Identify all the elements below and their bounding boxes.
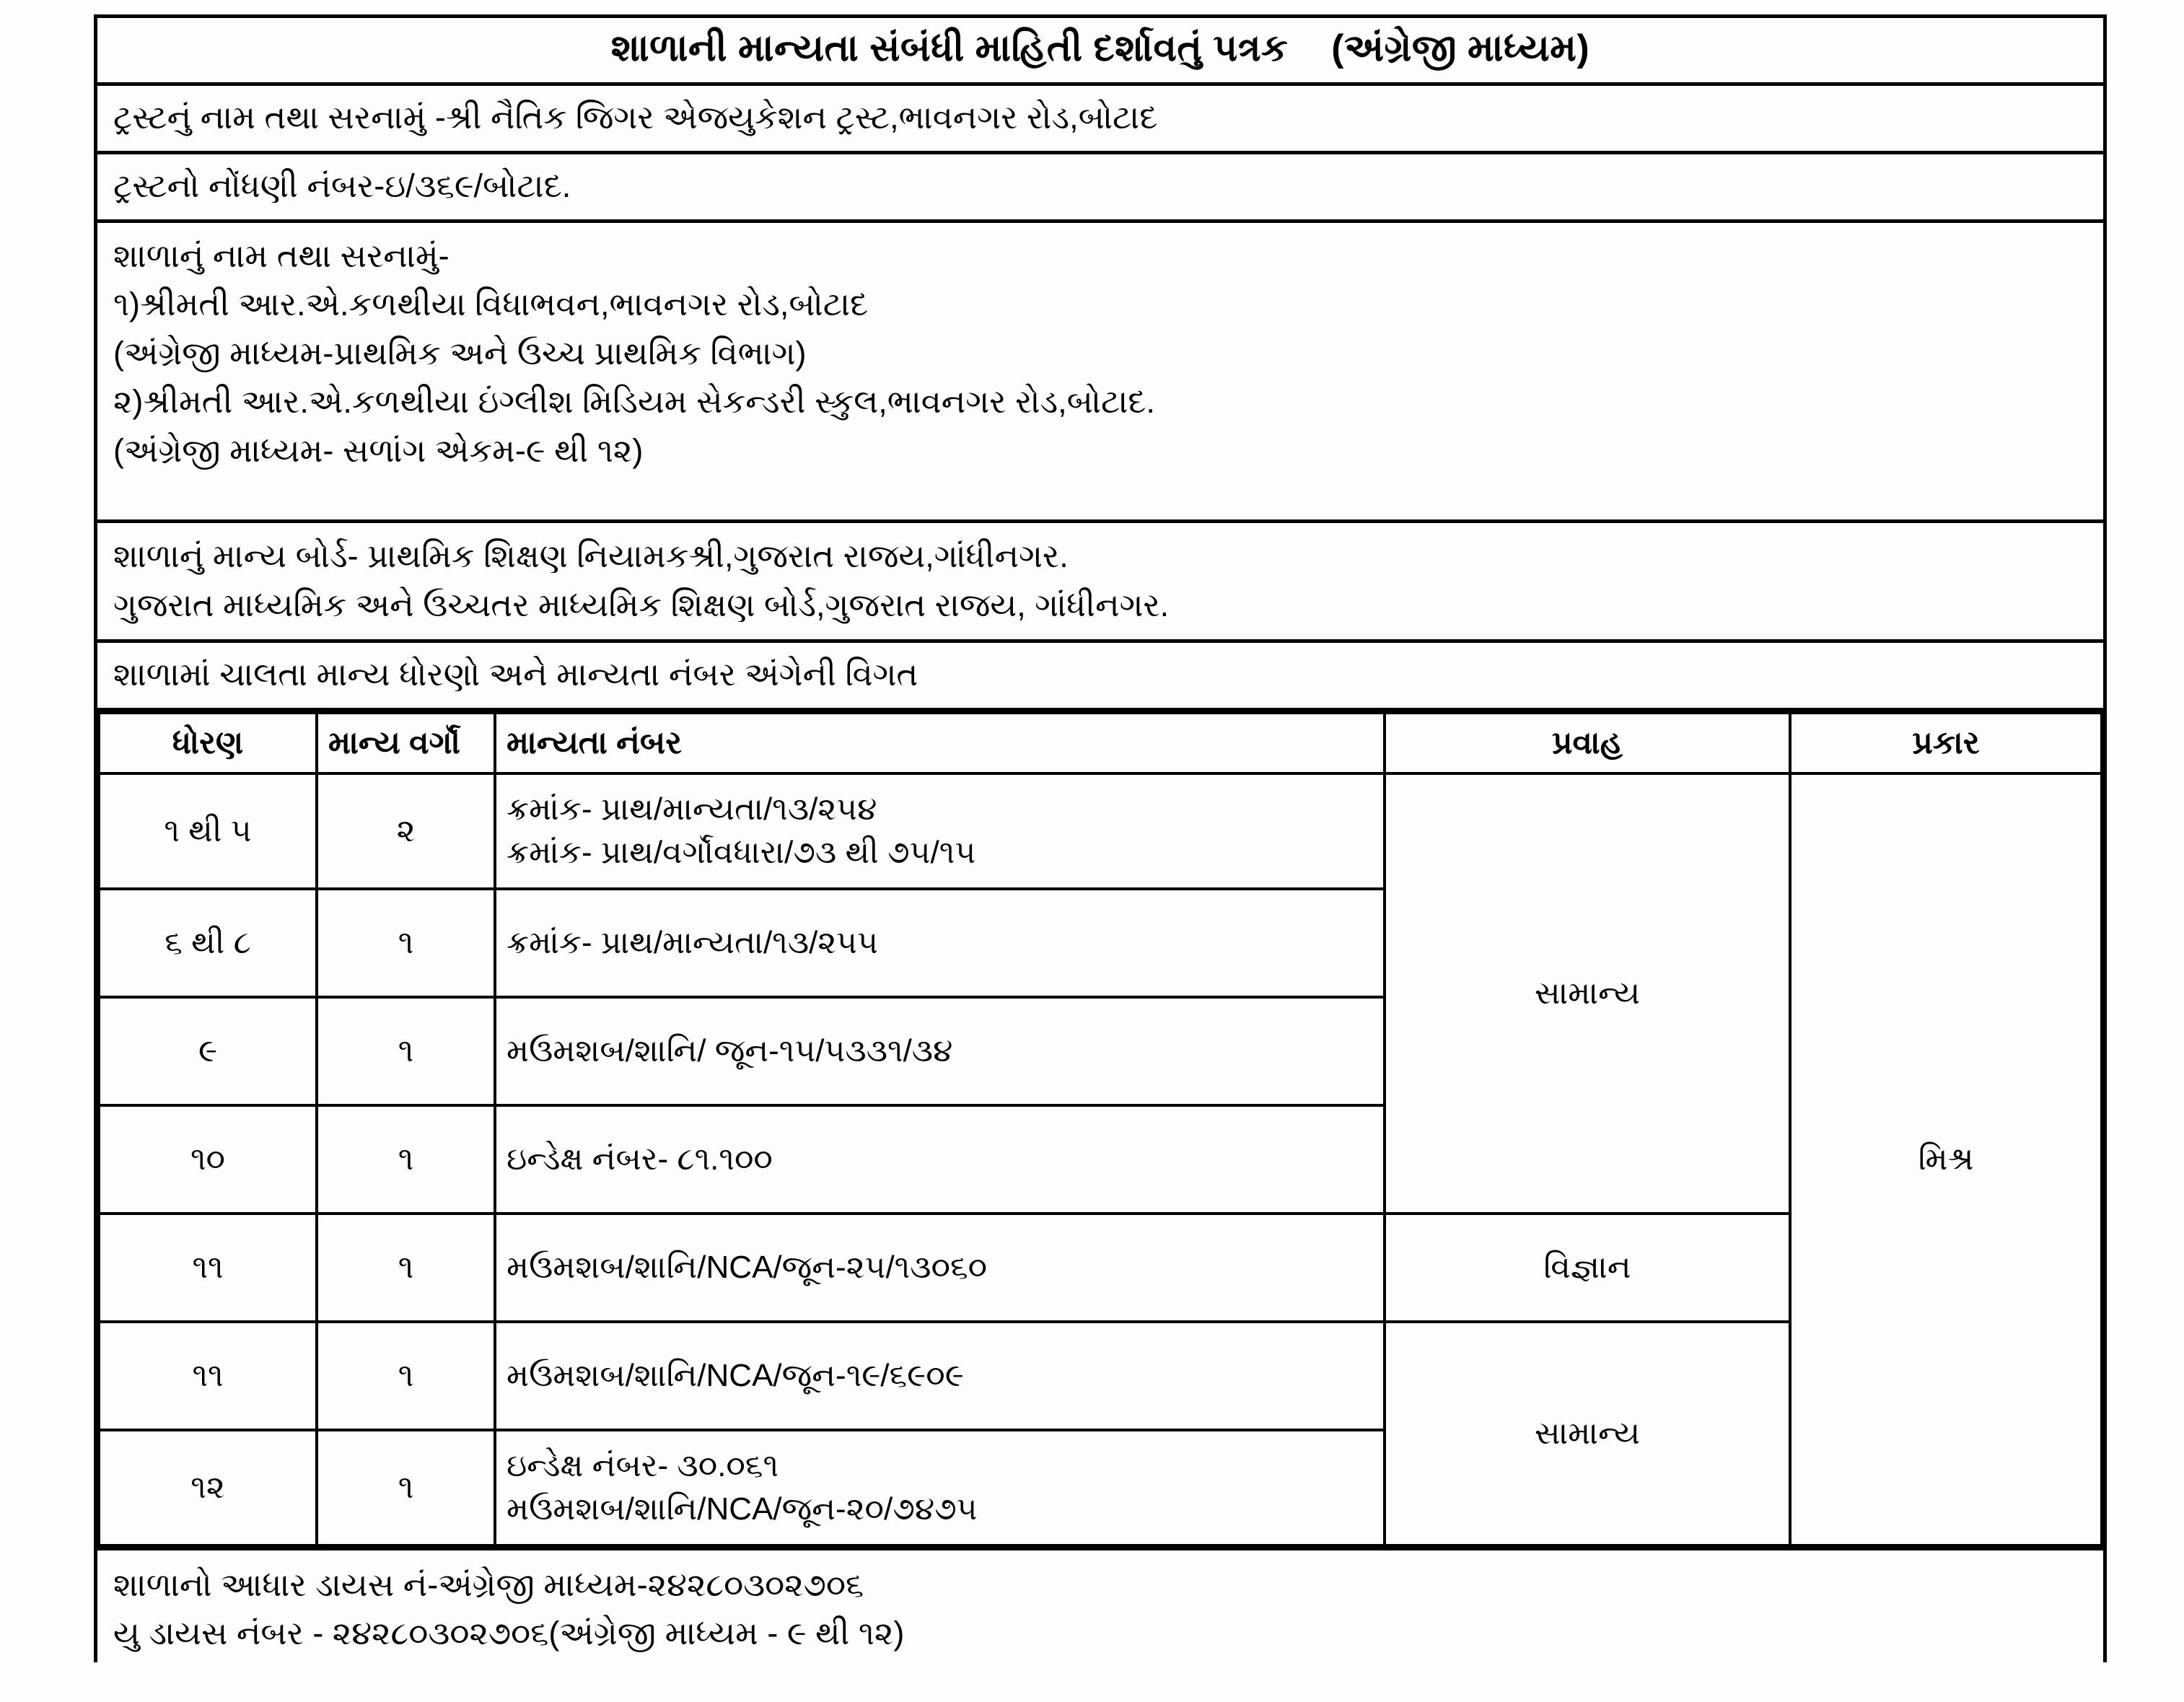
header-recognition-no: માન્યતા નંબર <box>495 713 1385 773</box>
school-line-2: (અંગ્રેજી માધ્યમ-પ્રાથમિક અને ઉચ્ચ પ્રાથમિક વિભાગ) <box>113 334 807 372</box>
cell-type-mixed: મિશ્ર <box>1790 773 2102 1545</box>
cell-standard: ૬ થી ૮ <box>99 889 317 997</box>
school-line-4: (અંગ્રેજી માધ્યમ- સળાંગ એકમ-૯ થી ૧૨) <box>113 431 644 469</box>
cell-stream-general-2: સામાન્ય <box>1385 1322 1790 1545</box>
cell-stream-science: વિજ્ઞાન <box>1385 1214 1790 1322</box>
header-type: પ્રકાર <box>1790 713 2102 773</box>
board-line-2: ગુજરાત માધ્યમિક અને ઉચ્ચતર માધ્યમિક શિક્ષણ બોર્ડ,ગુજરાત રાજય, ગાંધીનગર. <box>113 586 1170 623</box>
document-title <box>97 18 2103 86</box>
cell-standard: ૧૧ <box>99 1322 317 1430</box>
table-row <box>99 773 2102 889</box>
recognition-line: ક્રમાંક- પ્રાથ/વર્ગૉવધારા/૭૩ થી ૭૫/૧૫ <box>506 834 976 870</box>
cell-classes: ૧ <box>317 1105 495 1214</box>
footer-line-2: યુ ડાયસ નંબર - ૨૪૨૮૦૩૦૨૭૦૬(અંગ્રેજી માધ્યમ - ૯ થી ૧૨) <box>113 1615 905 1652</box>
header-standard: ધોરણ <box>99 713 317 773</box>
cell-classes: ૧ <box>317 1214 495 1322</box>
table-caption-text: શાળામાં ચાલતા માન્ય ધોરણો અને માન્યતા નંબર અંગેની વિગત <box>113 656 918 693</box>
table-header-row <box>99 713 2102 773</box>
school-line-3: ૨)શ્રીમતી આર.એ.કળથીયા ઇંગ્લીશ મિડિયમ સેકન્ડરી સ્કુલ,ભાવનગર રોડ,બોટાદ. <box>113 383 1155 421</box>
recognition-line: ઇન્ડેક્ષ નંબર- ૩૦.૦૬૧ <box>506 1448 779 1484</box>
trust-registration-row <box>97 154 2103 223</box>
school-line-1: ૧)શ્રીમતી આર.એ.કળથીયા વિધાભવન,ભાવનગર રોડ,બોટાદ <box>113 286 869 323</box>
cell-classes: ૧ <box>317 1430 495 1545</box>
header-stream: પ્રવાહ <box>1385 713 1790 773</box>
table-caption-row <box>97 643 2103 711</box>
cell-standard: ૧૨ <box>99 1430 317 1545</box>
cell-standard: ૧ થી ૫ <box>99 773 317 889</box>
cell-standard: ૯ <box>99 997 317 1105</box>
cell-classes: ૧ <box>317 1322 495 1430</box>
cell-recognition-no: મઉમશબ/શાનિ/NCA/જૂન-૧૯/૬૯૦૯ <box>495 1322 1385 1430</box>
trust-name-address-text: ટ્રસ્ટનું નામ તથા સરનામું -શ્રી નૈતિક જિગર એજયુકેશન ટ્રસ્ટ,ભાવનગર રોડ,બોટાદ <box>113 99 1158 136</box>
title-medium-text: (અંગ્રેજી માધ્યમ) <box>1331 27 1590 69</box>
board-row <box>97 523 2103 643</box>
cell-stream-general-1: સામાન્ય <box>1385 773 1790 1214</box>
school-name-label: શાળાનું નામ તથા સરનામું- <box>113 237 449 274</box>
document-frame <box>94 14 2107 1662</box>
recognition-line: મઉમશબ/શાનિ/NCA/જૂન-૨૦/૭૪૭૫ <box>506 1491 978 1527</box>
recognition-line: ક્રમાંક- પ્રાથ/માન્યતા/૧૩/૨૫૪ <box>506 791 877 828</box>
cell-classes: ૧ <box>317 889 495 997</box>
trust-registration-text: ટ્રસ્ટનો નોંધણી નંબર-ઇ/૩૬૯/બોટાદ. <box>113 167 571 205</box>
cell-classes: ૨ <box>317 773 495 889</box>
cell-recognition-no: મઉમશબ/શાનિ/NCA/જૂન-૨૫/૧૩૦૬૦ <box>495 1214 1385 1322</box>
school-name-address-row <box>97 223 2103 524</box>
footer-dise-block <box>97 1550 2103 1662</box>
cell-standard: ૧૦ <box>99 1105 317 1214</box>
cell-recognition-no: ઇન્ડેક્ષ નંબર- ૮૧.૧૦૦ <box>495 1105 1385 1214</box>
cell-recognition-no <box>495 773 1385 889</box>
trust-name-address-row <box>97 86 2103 154</box>
footer-line-1: શાળાનો આધાર ડાયસ નં-અંગ્રેજી માધ્યમ-૨૪૨૮૦૩૦૨૭૦૬ <box>113 1566 864 1603</box>
recognition-table-wrap <box>97 711 2103 1550</box>
cell-classes: ૧ <box>317 997 495 1105</box>
cell-recognition-no <box>495 1430 1385 1545</box>
cell-recognition-no: મઉમશબ/શાનિ/ જૂન-૧૫/૫૩૩૧/૩૪ <box>495 997 1385 1105</box>
header-classes: માન્ય વર્ગૉ <box>317 713 495 773</box>
title-main-text: શાળાની માન્યતા સંબંધી માહિતી દર્શાવતું પત્રક <box>610 27 1289 69</box>
cell-standard: ૧૧ <box>99 1214 317 1322</box>
board-line-1: શાળાનું માન્ય બોર્ડ- પ્રાથમિક શિક્ષણ નિયામકશ્રી,ગુજરાત રાજય,ગાંધીનગર. <box>113 538 1069 575</box>
recognition-table <box>97 711 2103 1546</box>
cell-recognition-no: ક્રમાંક- પ્રાથ/માન્યતા/૧૩/૨૫૫ <box>495 889 1385 997</box>
